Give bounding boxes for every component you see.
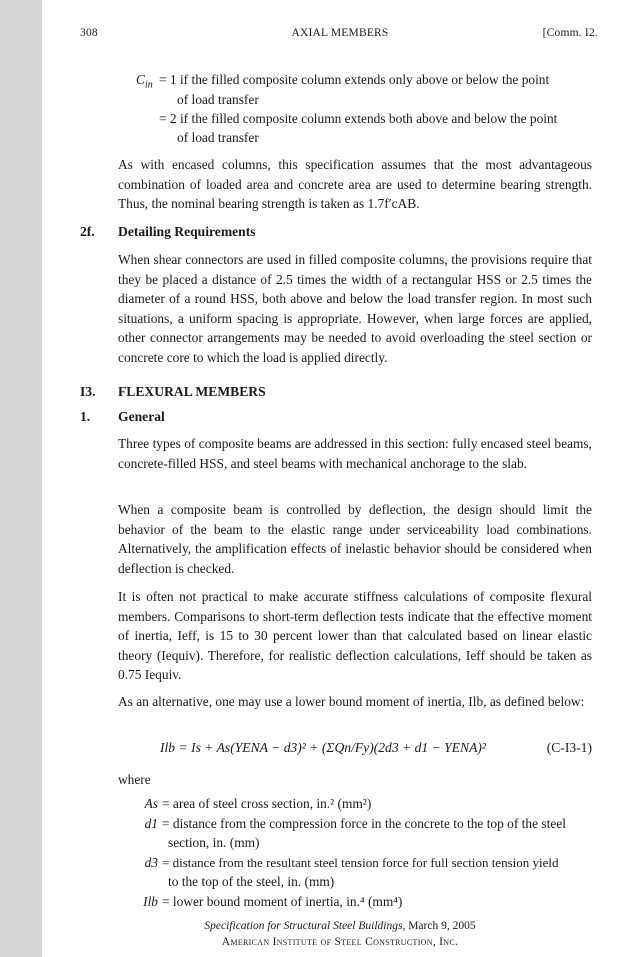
- definition-cont-d1: section, in. (mm): [168, 835, 260, 850]
- definition-text-ilb: = lower bound moment of inertia, in.⁴ (mm⁴): [162, 894, 403, 909]
- definition-text-d3: = distance from the resultant steel tension force for full section tension yield: [162, 855, 559, 870]
- section-number-2f: 2f.: [80, 224, 95, 239]
- cin-definition-2-cont: of load transfer: [177, 130, 259, 145]
- cin-symbol-letter: C: [136, 72, 145, 87]
- paragraph-deflection: When a composite beam is controlled by deflection, the design should limit the behavior of the beam to the elastic range under serviceability load combinations. Alternatively, the amplification effects of inelastic behavior should be considered when deflection is checked.: [118, 502, 592, 576]
- equation-number: (C-I3-1): [546, 740, 592, 755]
- cin-symbol-subscript: in: [144, 79, 153, 91]
- paragraph-bearing-strength: As with encased columns, this specification assumes that the most advantageous combination of loaded area and concrete area are used to determine bearing strength. Thus, the nominal bearing strength is taken as 1.7f′cAB.: [118, 157, 592, 211]
- cin-definition-2: = 2 if the filled composite column extends both above and below the point: [159, 111, 558, 126]
- definition-text-as: = area of steel cross section, in.² (mm²): [162, 796, 372, 811]
- equation-lower-bound-inertia: Ilb = Is + As(YENA − d3)² + (ΣQn/Fy)(2d3 + d1 − YENA)²: [160, 740, 487, 755]
- section-title-general: General: [118, 409, 165, 424]
- paragraph-lower-bound: As an alternative, one may use a lower bound moment of inertia, Ilb, as defined below:: [118, 694, 585, 709]
- footer-publisher: American Institute of Steel Construction, Inc.: [221, 936, 459, 948]
- cin-definition-1: = 1 if the filled composite column extends only above or below the point: [159, 72, 550, 87]
- definition-cont-d3: to the top of the steel, in. (mm): [168, 874, 335, 889]
- cin-definition-1-cont: of load transfer: [177, 92, 259, 107]
- paragraph-stiffness: It is often not practical to make accurate stiffness calculations of composite flexural members. Comparisons to short-term deflection tests indicate that the effective moment of inertia, Ieff, is 15 to 30 percent lower than that calculated based on linear elastic theory (Iequiv). Therefore, for realistic deflection calculations, Ieff should be taken as 0.75 Iequiv.: [118, 589, 592, 682]
- section-number-i3: I3.: [80, 384, 96, 399]
- definition-symbol-d1: d1: [144, 816, 158, 831]
- page-number: 308: [80, 27, 98, 39]
- running-title: AXIAL MEMBERS: [291, 27, 389, 39]
- section-number-1: 1.: [80, 409, 91, 424]
- cin-symbol: [136, 70, 153, 95]
- paragraph-beam-types: Three types of composite beams are addressed in this section: fully encased steel beams, concrete-filled HSS, and steel beams with mechanical anchorage to the slab.: [118, 436, 592, 471]
- definition-symbol-d3: d3: [144, 855, 158, 870]
- definition-symbol-as: As: [144, 796, 158, 811]
- section-title-flexural: FLEXURAL MEMBERS: [118, 384, 266, 399]
- definition-text-d1: = distance from the compression force in the concrete to the top of the steel: [162, 816, 566, 831]
- paragraph-detailing: When shear connectors are used in filled composite columns, the provisions require that they be placed a distance of 2.5 times the width of a rectangular HSS or 2.5 times the diameter of a round HSS, both above and below the load transfer region. In most such situations, a uniform spacing is appropriate. However, when large forces are applied, other connector arrangements may be needed to avoid overloading the steel section or concrete core to which the load is applied directly.: [118, 252, 592, 365]
- footer-spec-title: Specification for Structural Steel Buildings,: [204, 920, 406, 932]
- section-title-detailing: Detailing Requirements: [118, 224, 256, 239]
- document-page: [42, 0, 638, 957]
- footer-spec-date: March 9, 2005: [405, 920, 476, 932]
- where-label: where: [118, 772, 151, 787]
- definition-symbol-ilb: Ilb: [143, 894, 158, 909]
- section-reference: [Comm. I2.: [542, 27, 598, 39]
- footer-spec-line: [42, 920, 638, 932]
